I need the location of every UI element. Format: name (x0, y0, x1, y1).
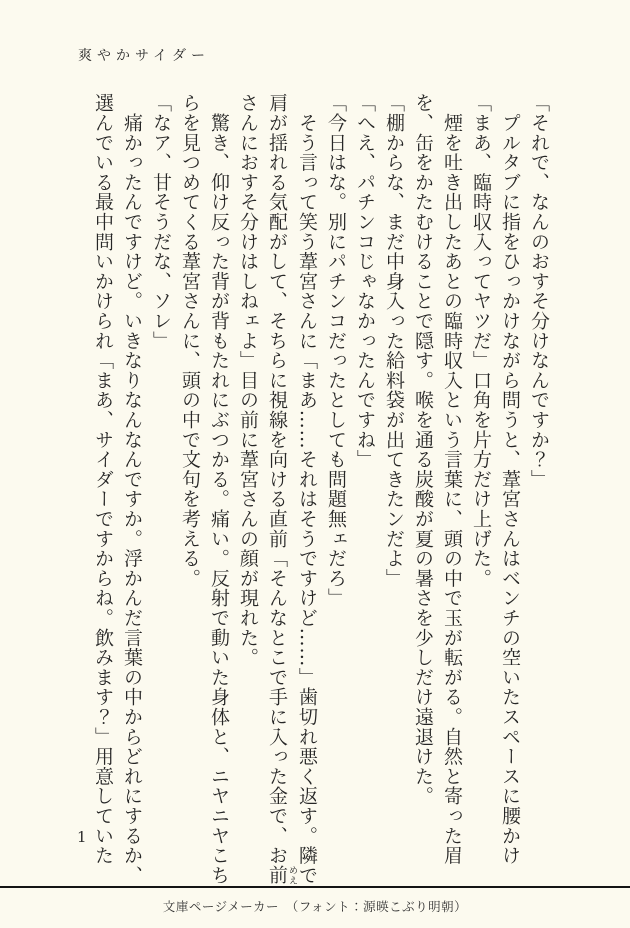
paragraph: 「それで、なんのおすそ分けなんですか？」 (528, 93, 550, 489)
page-number: 1 (77, 828, 87, 846)
footer-caption: 文庫ページメーカー （フォント：源暎こぶり明朝） (162, 899, 468, 914)
paragraph: 「今日はな。別にパチンコだったとしても問題無ェだろ」 (325, 93, 347, 608)
paragraph: 「棚からな、まだ中身入った給料袋が出てきたンだよ」 (383, 93, 405, 588)
paragraph: プルタブに指をひっかけながら問うと、葦宮さんはベンチの空いたスペースに腰かけ「まあ、臨時収入ってヤツだ」口角を片方だけ上げた。 (470, 93, 521, 866)
paragraph: 驚き、仰け反った背が背もたれにぶつかる。痛い。反射で動いた身体と、ニヤニヤこちらを見つめてくる葦宮さんに、頭の中で文句を考える。 (179, 93, 230, 885)
page-title: 爽やかサイダー (78, 48, 211, 64)
body-text (88, 93, 553, 888)
footer-divider (0, 886, 630, 888)
paragraph: 「なア、甘そうだな、ソレ」 (150, 93, 172, 351)
paragraph: 「へえ、パチンコじゃなかったんですね」 (354, 93, 376, 470)
paragraph: そう言って笑う葦宮さんに「まあ……それはそうですけど……」歯切れ悪く返す。隣で肩が揺れる気配がして、そちらに視線を向ける直前「そんなとこで手に入った金で、お前 めえさんにおすそ分けはしねェよ」目の前に葦宮さんの顔が現れた。 (237, 93, 318, 886)
ruby-annotated-word: 前 めえ (266, 865, 297, 886)
paragraph: 煙を吐き出したあとの臨時収入という言葉に、頭の中で玉が転がる。自然と寄った眉を、缶をかたむけることで隠す。喉を通る炭酸が夏の暑さを少しだけ遠退けた。 (412, 93, 463, 866)
paragraph: 痛かったんですけど。いきなりなんなんですか。浮かんだ言葉の中からどれにするか、選んでいる最中問いかけられ「まあ、サイダーですからね。飲みます？」用意していた (92, 93, 143, 885)
